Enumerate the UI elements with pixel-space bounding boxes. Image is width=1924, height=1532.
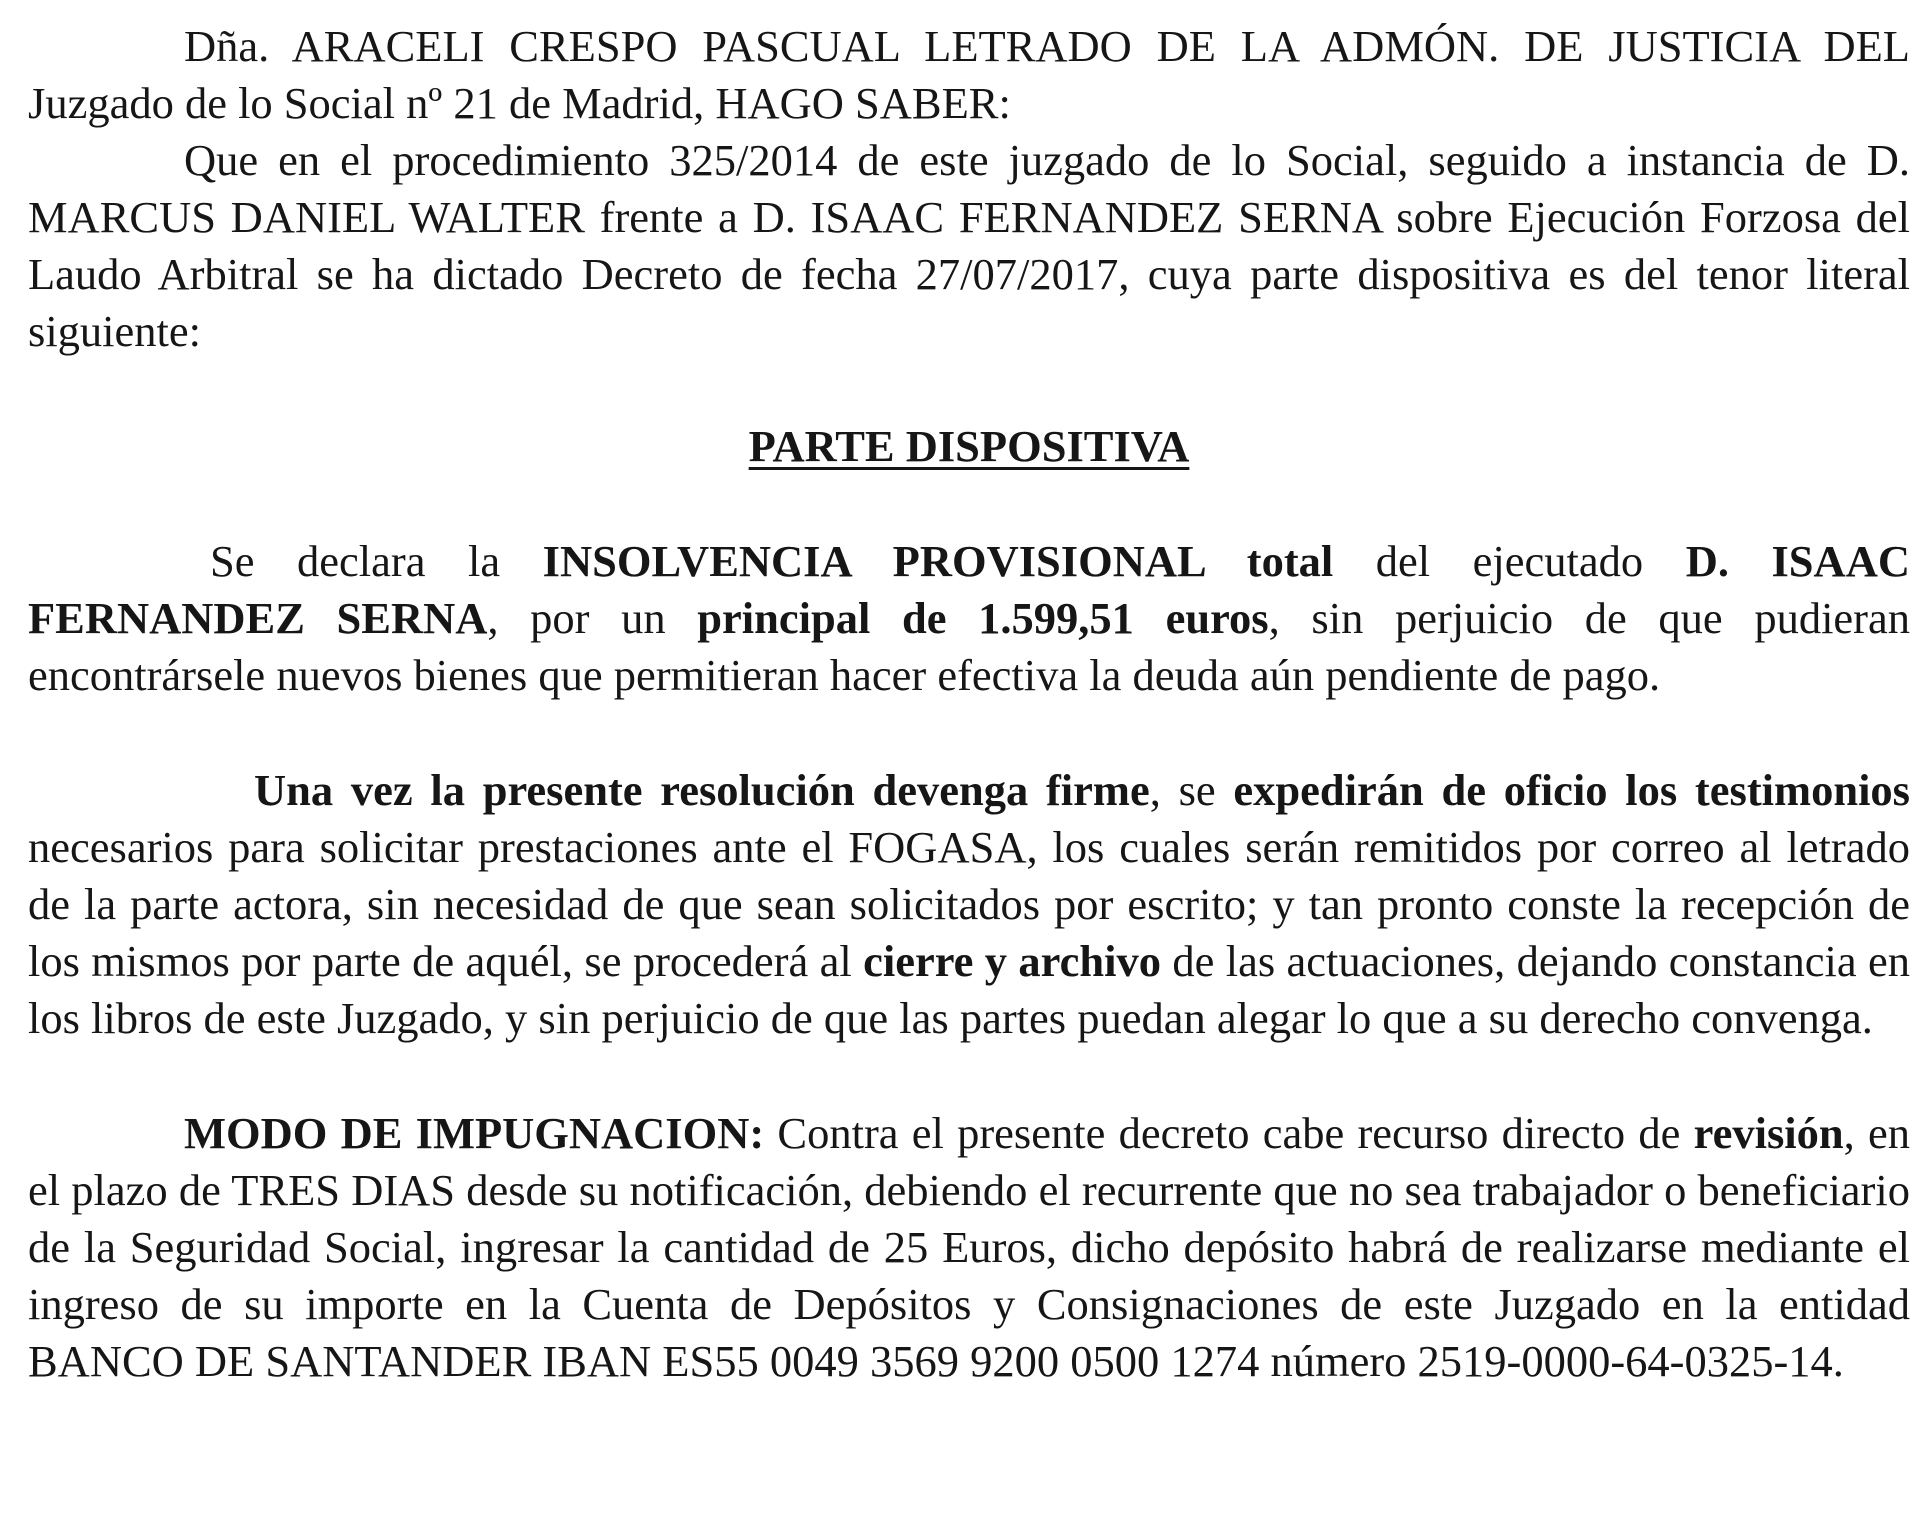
insolvency-text-2: del ejecutado bbox=[1333, 536, 1686, 586]
procedure-text: Que en el procedimiento 325/2014 de este juzgado de lo Social, seguido a instancia de D. MARCUS DANIEL WALTER frente a D. ISAAC FERNANDEZ SERNA sobre Ejecución Forzosa del Laudo Arbitral se ha dictado Decreto de fecha 27/07/2017, cuya parte dispositiva es del tenor literal siguiente: bbox=[28, 135, 1910, 356]
firm-text-3: de las actuaciones, dejando constancia en los libros de este Juzgado, y sin perjuicio de que las partes puedan alegar lo que a su derecho convenga. bbox=[28, 936, 1910, 1043]
appeal-bold-1: MODO DE IMPUGNACION: bbox=[184, 1108, 765, 1158]
appeal-paragraph bbox=[28, 1105, 1910, 1390]
insolvency-text-4: , sin perjuicio de que pudieran encontrársele nuevos bienes que permitieran hacer efectiva la deuda aún pendiente de pago. bbox=[28, 593, 1911, 700]
appeal-text-2: , en el plazo de TRES DIAS desde su notificación, debiendo el recurrente que no sea trabajador o beneficiario de la Seguridad Social, ingresar la cantidad de 25 Euros, dicho depósito habrá de realizarse mediante el ingreso de su importe en la Cuenta de Depósitos y Consignaciones de este Juzgado en la entidad BANCO DE SANTANDER IBAN ES55 0049 3569 9200 0500 1274 número 2519-0000-64-0325-14. bbox=[28, 1108, 1910, 1386]
firm-bold-3: cierre y archivo bbox=[863, 936, 1161, 986]
intro-text: Dña. ARACELI CRESPO PASCUAL LETRADO DE LA ADMÓN. DE JUSTICIA DEL Juzgado de lo Social nº 21 de Madrid, HAGO SABER: bbox=[28, 21, 1910, 128]
insolvency-paragraph bbox=[28, 533, 1910, 704]
insolvency-bold-2: D. ISAAC FERNANDEZ SERNA bbox=[28, 536, 1910, 643]
appeal-text-1: Contra el presente decreto cabe recurso directo de bbox=[764, 1108, 1694, 1158]
appeal-bold-2: revisión bbox=[1693, 1108, 1844, 1158]
insolvency-bold-1: INSOLVENCIA PROVISIONAL total bbox=[542, 536, 1334, 586]
intro-paragraph bbox=[28, 18, 1910, 132]
firm-bold-2: expedirán de oficio los testimonios bbox=[1233, 765, 1910, 815]
firm-resolution-paragraph bbox=[28, 762, 1910, 1047]
firm-text-1: , se bbox=[1149, 765, 1234, 815]
insolvency-text-1: Se declara la bbox=[210, 536, 543, 586]
document-page bbox=[28, 18, 1910, 1390]
section-heading: PARTE DISPOSITIVA bbox=[748, 421, 1190, 471]
firm-bold-1: Una vez la presente resolución devenga firme bbox=[254, 765, 1150, 815]
procedure-paragraph bbox=[28, 132, 1910, 360]
firm-text-2: necesarios para solicitar prestaciones ante el FOGASA, los cuales serán remitidos por correo al letrado de la parte actora, sin necesidad de que sean solicitados por escrito; y tan pronto conste la recepción de los mismos por parte de aquél, se procederá al bbox=[28, 822, 1910, 986]
insolvency-bold-3: principal de 1.599,51 euros bbox=[697, 593, 1269, 643]
insolvency-text-3: , por un bbox=[487, 593, 698, 643]
